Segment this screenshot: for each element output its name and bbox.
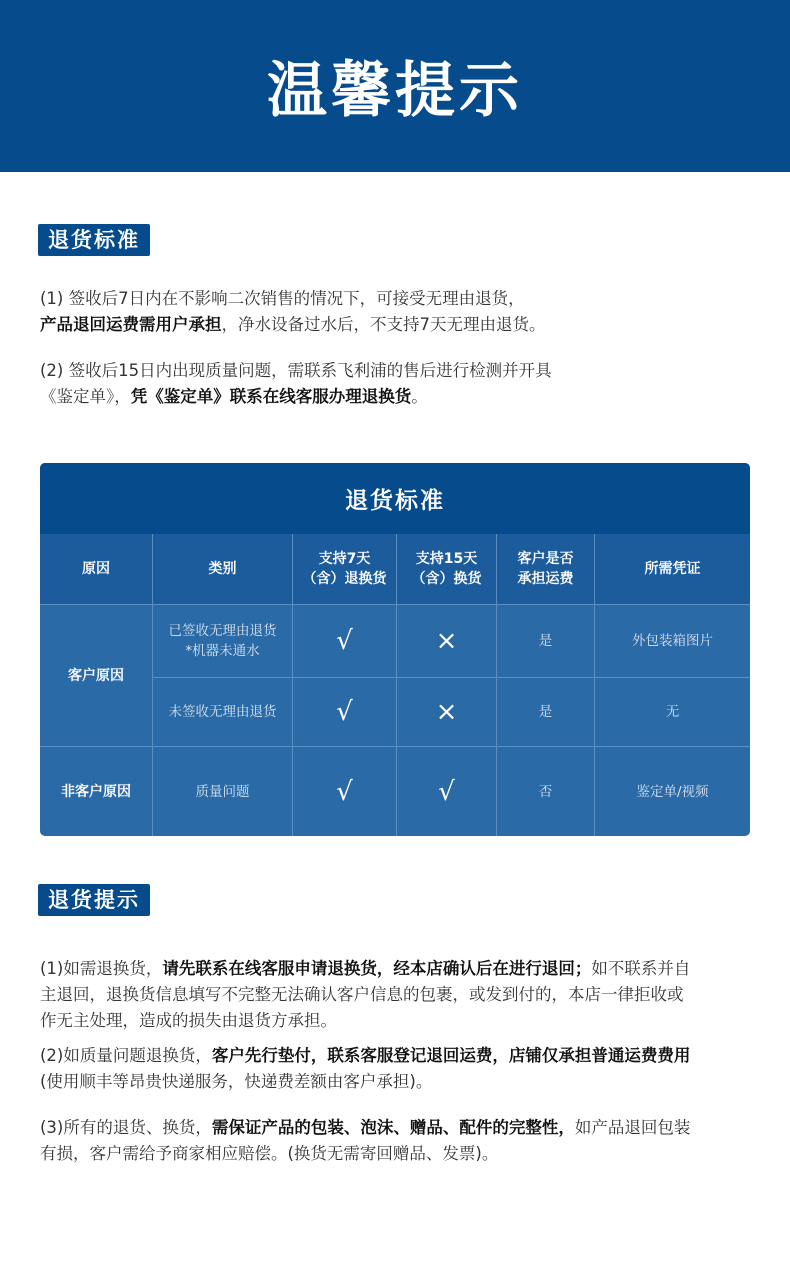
return-standard-table [40, 463, 750, 836]
table-row-1-category: 已签收无理由退货 *机器未通水 [153, 605, 293, 678]
table-header-7day: 支持7天 （含）退换货 [293, 534, 397, 605]
return-rule-1-bold: 产品退回运费需用户承担 [40, 315, 222, 334]
return-tip-1-a: (1)如需退换货， [40, 959, 163, 978]
return-tip-3-a: (3)所有的退货、换货， [40, 1118, 212, 1137]
page-title: 温馨提示 [267, 56, 523, 126]
reason-customer: 客户原因 [40, 605, 153, 747]
table-title: 退货标准 [40, 463, 750, 534]
return-tip-1-bold: 请先联系在线客服申请退换货，经本店确认后在进行退回； [162, 959, 592, 978]
cross-icon: × [435, 697, 458, 727]
return-tip-1-line1 [40, 956, 760, 982]
table-header-15day: 支持15天 （含）换货 [397, 534, 497, 605]
return-tip-1-line3: 作无主处理，造成的损失由退货方承担。 [40, 1011, 337, 1030]
table-row-3-support7 [293, 747, 397, 836]
return-tip-2-a: (2)如质量问题退换货， [40, 1046, 212, 1065]
return-rule-1-line2 [40, 312, 760, 338]
check-icon: √ [336, 626, 353, 656]
return-rule-1 [40, 286, 760, 338]
table-row-1-proof: 外包装箱图片 [595, 605, 750, 678]
table-header-proof: 所需凭证 [595, 534, 750, 605]
table-header-reason: 原因 [40, 534, 153, 605]
return-tip-3-bold: 需保证产品的包装、泡沫、赠品、配件的完整性， [211, 1118, 575, 1137]
return-rule-1-line1: (1) 签收后7日内在不影响二次销售的情况下，可接受无理由退货， [40, 289, 525, 308]
return-tip-3-b: 如产品退回包装 [574, 1118, 691, 1137]
reason-non-customer: 非客户原因 [40, 747, 153, 836]
return-rule-2-line1: (2) 签收后15日内出现质量问题，需联系飞利浦的售后进行检测并开具 [40, 361, 552, 380]
table-row-2-proof: 无 [595, 678, 750, 747]
table-row-1-support15 [397, 605, 497, 678]
check-icon: √ [336, 697, 353, 727]
return-rule-2-line2 [40, 384, 760, 410]
section-tag-return-standard: 退货标准 [38, 224, 150, 256]
cross-icon: × [435, 626, 458, 656]
table-row-2-support15 [397, 678, 497, 747]
return-tip-3-line1 [40, 1115, 760, 1141]
table-row-1-support7 [293, 605, 397, 678]
return-rule-2-bold: 凭《鉴定单》联系在线客服办理退换货 [130, 387, 412, 406]
return-tip-1-line2: 主退回，退换货信息填写不完整无法确认客户信息的包裹，或发到付的，本店一律拒收或 [40, 985, 684, 1004]
table-row-3-support15 [397, 747, 497, 836]
page-header [0, 0, 790, 172]
return-tip-2-line2: (使用顺丰等昂贵快递服务，快递费差额由客户承担)。 [40, 1072, 433, 1091]
return-tip-2-bold: 客户先行垫付，联系客服登记退回运费，店铺仅承担普通运费费用 [211, 1046, 691, 1065]
table-row-2-support7 [293, 678, 397, 747]
return-rule-2-end: 。 [411, 387, 428, 406]
return-tip-3-line2: 有损，客户需给予商家相应赔偿。(换货无需寄回赠品、发票)。 [40, 1144, 499, 1163]
return-tip-1-b: 如不联系并自 [591, 959, 691, 978]
check-icon: √ [336, 776, 353, 807]
table-header-freight: 客户是否 承担运费 [497, 534, 595, 605]
table-row-2-category: 未签收无理由退货 [153, 678, 293, 747]
return-tip-2-line1 [40, 1043, 760, 1069]
table-row-2-freight: 是 [497, 678, 595, 747]
table-row-3-freight: 否 [497, 747, 595, 836]
table-row-3-proof: 鉴定单/视频 [636, 783, 709, 800]
return-rule-1-rest: ，净水设备过水后，不支持7天无理由退货。 [221, 315, 546, 334]
section-tag-return-tips: 退货提示 [38, 884, 150, 916]
table-row-3-category: 质量问题 [153, 747, 293, 836]
return-tip-1 [40, 956, 760, 1034]
table-header-category: 类别 [153, 534, 293, 605]
return-rule-2 [40, 358, 760, 410]
check-icon: √ [438, 776, 455, 807]
return-tip-2 [40, 1043, 760, 1095]
return-rule-2-a: 《鉴定单》， [40, 387, 131, 406]
return-tip-3 [40, 1115, 760, 1167]
table-row-1-freight: 是 [497, 605, 595, 678]
